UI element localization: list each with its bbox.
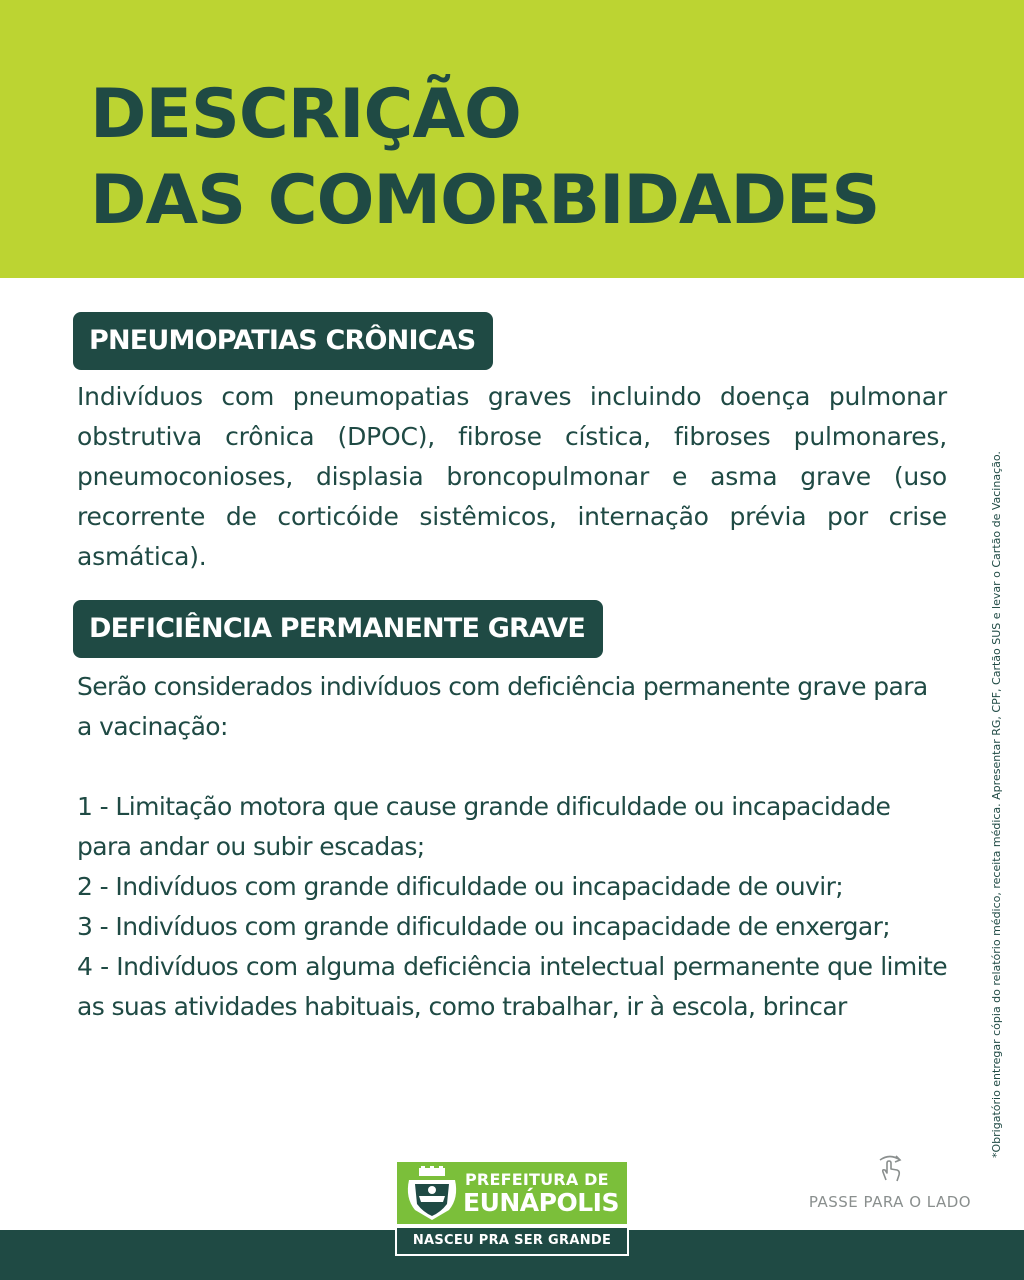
- swipe-hint: [790, 1150, 990, 1211]
- logo-line-1: PREFEITURA DE: [465, 1170, 609, 1189]
- list-item: 4 - Indivíduos com alguma deficiência intelectual permanente que limite as suas atividades habituais, como trabalhar, ir à escola, brincar: [77, 952, 947, 1021]
- deficiencia-intro: Serão considerados indivíduos com deficiência permanente grave para a vacinação:: [77, 672, 928, 741]
- logo-line-2: EUNÁPOLIS: [463, 1188, 619, 1217]
- side-note: *Obrigatório entregar cópia do relatório médico, receita médica. Apresentar RG, CPF, Cartão SUS e levar o Cartão de Vacinação.: [990, 451, 1003, 1158]
- spacer: [77, 747, 947, 787]
- title-line-1: DESCRIÇÃO: [90, 75, 521, 154]
- pneumopatias-paragraph: Indivíduos com pneumopatias graves incluindo doença pulmonar obstrutiva crônica (DPOC), fibrose cística, fibroses pulmonares, pneumoconioses, displasia broncopulmonar e asma grave (uso recorrente de corticóide sistêmicos, internação prévia por crise asmática).: [77, 382, 947, 571]
- swipe-label: PASSE PARA O LADO: [808, 1193, 972, 1211]
- page-title: [90, 72, 879, 244]
- title-line-2: DAS COMORBIDADES: [90, 161, 880, 240]
- hand-swipe-icon: [872, 1150, 908, 1186]
- logo-slogan: NASCEU PRA SER GRANDE: [395, 1226, 629, 1256]
- section-text-pneumopatias: [77, 377, 947, 577]
- list-item: 1 - Limitação motora que cause grande dificuldade ou incapacidade para andar ou subir escadas;: [77, 792, 891, 861]
- list-item: 2 - Indivíduos com grande dificuldade ou incapacidade de ouvir;: [77, 872, 844, 901]
- prefeitura-logo: [395, 1160, 629, 1256]
- header-banner: [0, 0, 1024, 278]
- section-text-deficiencia: [77, 667, 947, 1027]
- crest-icon: [405, 1166, 459, 1224]
- logo-top: [395, 1160, 629, 1226]
- section-label-pneumopatias: PNEUMOPATIAS CRÔNICAS: [73, 312, 493, 370]
- section-label-deficiencia: DEFICIÊNCIA PERMANENTE GRAVE: [73, 600, 603, 658]
- list-item: 3 - Indivíduos com grande dificuldade ou incapacidade de enxergar;: [77, 912, 891, 941]
